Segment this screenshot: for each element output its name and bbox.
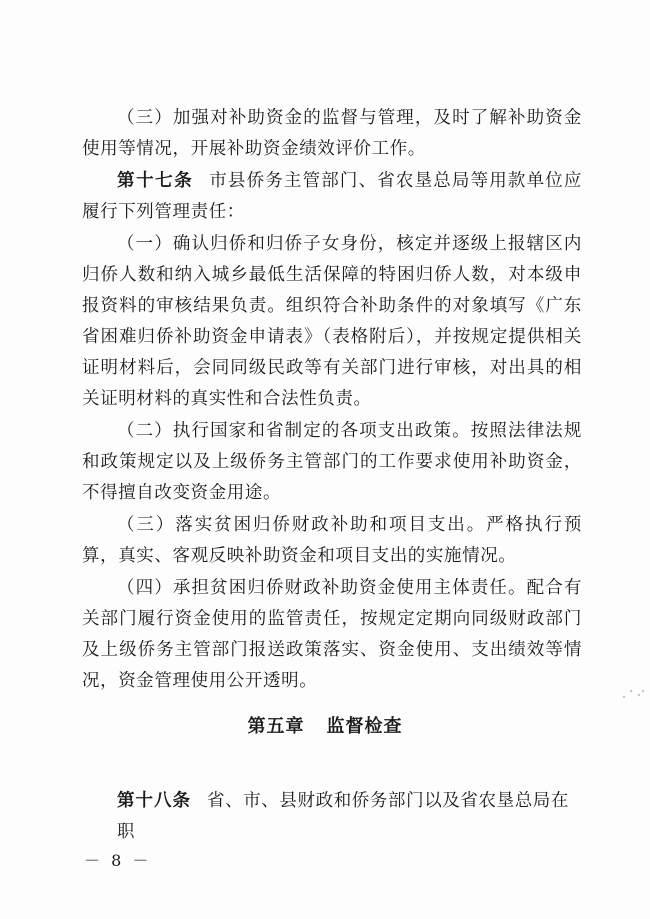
article-number: 第十七条 (117, 171, 194, 191)
chapter-number: 第五章 (247, 716, 305, 737)
scan-speck (630, 690, 632, 692)
paragraph-item-2 (82, 416, 582, 509)
paragraph-supervision (82, 103, 582, 165)
paragraph-text: （一）确认归侨和归侨子女身份，核定并逐级上报辖区内归侨人数和纳入城乡最低生活保障的特困归侨人数，对本级申报资料的审核结果负责。组织符合补助条件的对象填写《广东省困难归侨补助资金申请表》（表格附后），并按规定提供相关证明材料后，会同同级民政等有关部门进行审核，对出具的相关证明材料的真实性和合法性负责。 (82, 234, 582, 409)
paragraph-text: 省、市、县财政和侨务部门以及省农垦总局在职 (117, 791, 569, 842)
paragraph-item-3 (82, 510, 582, 572)
chapter-title: 监督检查 (326, 716, 403, 737)
article-17 (82, 166, 582, 228)
paragraph-text: （四）承担贫困归侨财政补助资金使用主体责任。配合有关部门履行资金使用的监管责任，按规定定期向同级财政部门及上级侨务主管部门报送政策落实、资金使用、支出绩效等情况，资金管理使用公开透明。 (82, 578, 582, 691)
scan-speck (642, 690, 644, 692)
paragraph-text: （三）加强对补助资金的监督与管理，及时了解补助资金使用等情况，开展补助资金绩效评价工作。 (82, 108, 582, 159)
paragraph-item-1 (82, 229, 582, 415)
page-number: － 8 － (84, 851, 152, 870)
chapter-heading (0, 712, 650, 738)
paragraph-text: 市县侨务主管部门、省农垦总局等用款单位应履行下列管理责任： (82, 171, 583, 222)
paragraph-item-4 (82, 573, 582, 697)
scan-speck (623, 696, 625, 698)
article-18 (117, 786, 587, 848)
paragraph-text: （二）执行国家和省制定的各项支出政策。按照法律法规和政策规定以及上级侨务主管部门的工作要求使用补助资金，不得擅自改变资金用途。 (82, 421, 582, 503)
scan-speck (638, 694, 640, 696)
document-body (82, 103, 582, 698)
article-number: 第十八条 (117, 791, 191, 811)
paragraph-text: （三）落实贫困归侨财政补助和项目支出。严格执行预算，真实、客观反映补助资金和项目支出的实施情况。 (82, 515, 582, 566)
